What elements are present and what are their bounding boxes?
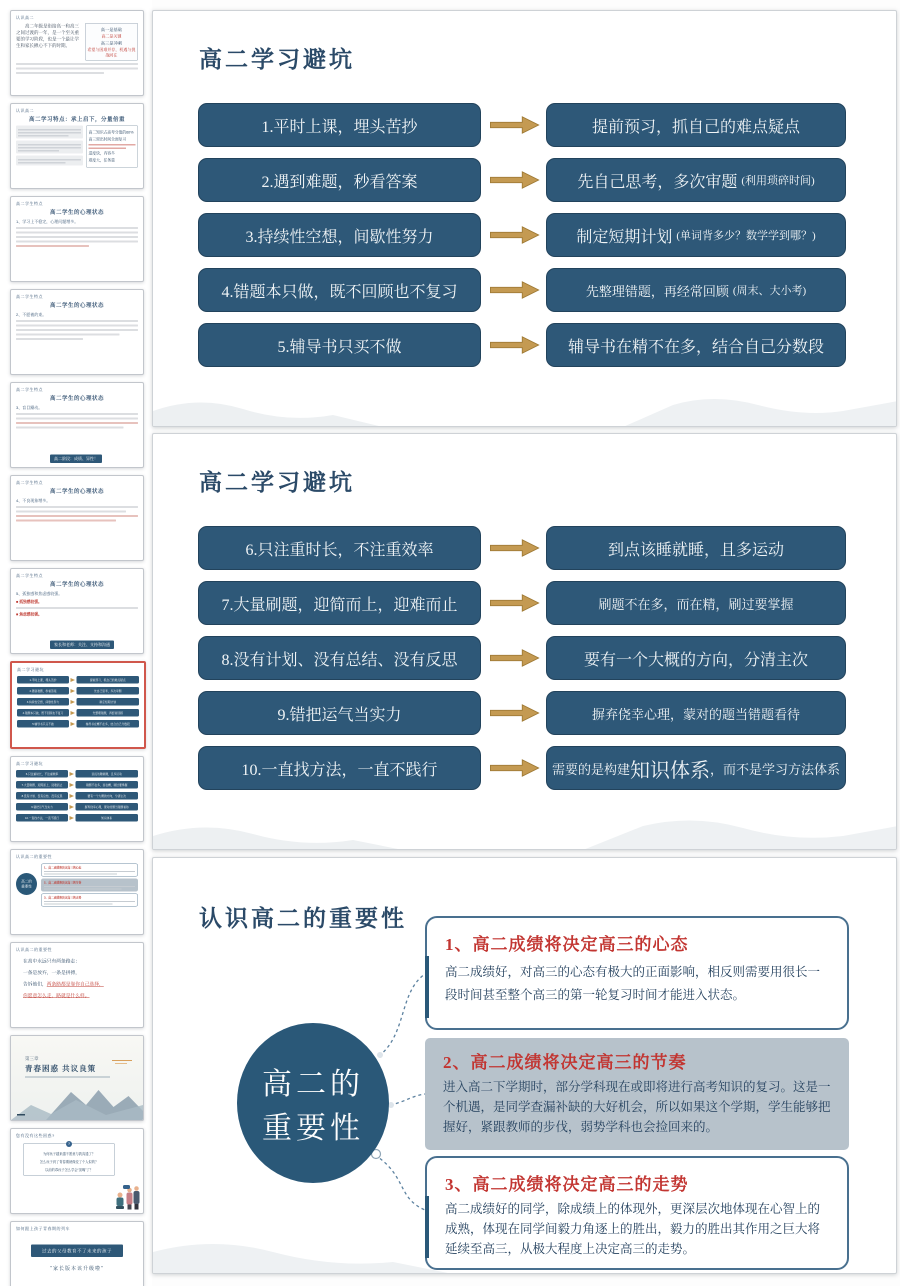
slide-8-canvas[interactable] bbox=[152, 10, 897, 427]
mini-pill: 1.平时上课，埋头苦抄 bbox=[17, 676, 69, 684]
thumb-keypoints-box bbox=[85, 23, 138, 61]
arrow-right-icon bbox=[70, 772, 75, 776]
solution-text: 摒弃侥幸心理，蒙对的题当错题看待 bbox=[591, 706, 800, 722]
thumb-callout: 高二阶段：成绩、异性！ bbox=[50, 455, 102, 464]
problem-pill[interactable] bbox=[198, 636, 481, 680]
solution-text-emphasis: 知识体系 bbox=[630, 759, 710, 782]
question: 怎么孩子到了青春期就像变了个人似的？ bbox=[39, 1160, 99, 1164]
thumb-title: 高二学生的心理状态 bbox=[50, 302, 104, 309]
thumbnail-2[interactable] bbox=[10, 103, 144, 189]
thumbnail-1[interactable] bbox=[10, 10, 144, 96]
mini-pill: 2.遇到难题，秒看答案 bbox=[17, 687, 69, 695]
decorative-line bbox=[115, 1063, 127, 1064]
item-body: 高二成绩好的同学，除成绩上的体现外，更深层次地体现在心智上的成熟，体现在同学间毅力角逐上的胜出，毅力的胜出其作用之巨大将延续至高三，从极大程度上决定高三的走势。 bbox=[445, 1202, 821, 1256]
question: 以前的乖孩子怎么学会“顶嘴”了？ bbox=[45, 1168, 93, 1172]
thumb-title: 高二学生的心理状态 bbox=[50, 581, 104, 588]
arrow-right-icon bbox=[489, 703, 541, 723]
solution-text: ，而不是学习方法体系 bbox=[710, 761, 841, 777]
thumbnail-6[interactable] bbox=[10, 475, 144, 561]
chapter-subtitle-placeholder bbox=[25, 1076, 110, 1078]
mini-topic-circle: 高二的 重要性 bbox=[16, 873, 37, 895]
thumb-keypoints-box bbox=[86, 126, 138, 168]
thumb-header: 高二学生特点 bbox=[16, 294, 43, 299]
keypoint: 高二是关键 bbox=[101, 34, 122, 39]
arrow-right-icon bbox=[70, 805, 75, 809]
problem-pill[interactable] bbox=[198, 581, 481, 625]
people-illustration bbox=[113, 1182, 140, 1210]
keypoint: 高一是基础 bbox=[100, 27, 123, 32]
keypoint: 进度快，内容多 bbox=[88, 151, 115, 156]
accent-bar bbox=[425, 1196, 429, 1258]
thumb-title: 高二学习特点：承上启下，分量倍重 bbox=[29, 116, 125, 123]
thumb-header: 认识高二 bbox=[16, 108, 34, 113]
solution-pill[interactable] bbox=[546, 636, 846, 680]
mini-pill: 5.辅导书只买不做 bbox=[17, 720, 69, 728]
thumb-subtitle: 5、孤独感和焦虑感较强。 bbox=[16, 591, 63, 596]
topic-circle[interactable] bbox=[237, 1023, 389, 1183]
thumb-subtitle: 4、不良现象增多。 bbox=[16, 498, 51, 503]
problem-text: 7.大量刷题，迎简而上，迎难而止 bbox=[221, 596, 458, 614]
thumb-subtitle: 1、学习上不稳定，心理问题增多。 bbox=[16, 219, 79, 224]
mini-pill: 提前预习，抓自己的难点疑点 bbox=[77, 676, 140, 684]
mapping-row bbox=[153, 268, 897, 312]
slide-10-canvas[interactable] bbox=[152, 857, 897, 1274]
problem-pill[interactable] bbox=[198, 526, 481, 570]
mini-pill: 辅导书在精不在多，结合自己分数段 bbox=[77, 720, 140, 728]
keypoint: 高三是冲刺 bbox=[100, 40, 123, 46]
arrow-right-icon bbox=[71, 722, 76, 726]
statement-box: 过去的父母教育不了未来的孩子 bbox=[31, 1245, 123, 1258]
mini-pill: 8.没有计划、没有总结、没有反思 bbox=[16, 792, 68, 800]
chapter-title: 青春困惑 共议良策 bbox=[25, 1064, 97, 1073]
mini-pill: 先自己思考，多次审题 bbox=[77, 687, 140, 695]
mini-pill: 10.一直找方法，一直不践行 bbox=[16, 814, 68, 822]
problem-text: 3.持续性空想，间歇性努力 bbox=[245, 228, 434, 246]
decorative-line bbox=[112, 1060, 132, 1061]
mapping-row bbox=[153, 103, 897, 147]
importance-item-3[interactable] bbox=[425, 1156, 849, 1270]
mini-pill: 3.持续性空想，间歇性努力 bbox=[17, 698, 69, 706]
arrow-right-icon bbox=[489, 538, 541, 558]
keypoint: 希望与困难并存，机遇与挑战同在 bbox=[87, 47, 136, 58]
thumb-header: 高二学习避坑 bbox=[16, 761, 43, 766]
text-placeholder-lines bbox=[16, 63, 138, 74]
thumbnail-8-selected[interactable] bbox=[10, 661, 146, 749]
arrow-right-icon bbox=[70, 816, 75, 820]
solution-text: 辅导书在精不在多，结合自己分数段 bbox=[567, 338, 824, 356]
thumb-header: 高二学生特点 bbox=[16, 480, 43, 485]
thumb-header: 高二学生特点 bbox=[16, 387, 43, 392]
thumbnail-14[interactable] bbox=[10, 1221, 144, 1286]
problem-pill[interactable] bbox=[198, 268, 481, 312]
mountain-watermark bbox=[153, 794, 897, 850]
question: 为何孩子越来越不愿意与我沟通了？ bbox=[43, 1152, 95, 1156]
mini-pill: 知识体系 bbox=[76, 814, 139, 822]
accent-bar bbox=[425, 956, 429, 1018]
thumb-line: 告诉他们，两条路都是靠你自己选择， bbox=[23, 981, 104, 987]
thumb-header: 认识高二的重要性 bbox=[16, 854, 52, 859]
thumbnail-13[interactable] bbox=[10, 1128, 144, 1214]
problem-text: 2.遇到难题，秒看答案 bbox=[261, 173, 418, 191]
importance-item-2[interactable] bbox=[425, 1038, 849, 1150]
item-body: 高二成绩好，对高三的心态有极大的正面影响，相反则需要用很长一段时间甚至整个高三的第一轮复习时间才能进入状态。 bbox=[445, 965, 821, 1003]
solution-text: 先自己思考，多次审题 bbox=[577, 173, 738, 191]
thumbnail-5[interactable] bbox=[10, 382, 144, 468]
item-body: 进入高二下学期时，部分学科现在或即将进行高考知识的复习。这是一个机遇，是同学查漏补缺的大好机会，所以如果这个学期，学生能够把握好，紧跟教师的步伐，弱势学科也会捡回来的。 bbox=[443, 1080, 831, 1134]
thumb-header: 如何跟上孩子青春期的列车 bbox=[16, 1226, 70, 1231]
thumb-subtitle: 3、盲目躁动。 bbox=[16, 405, 43, 410]
solution-pill[interactable] bbox=[546, 691, 846, 735]
thumb-line: 在高中永远只有两条路走： bbox=[23, 958, 81, 964]
mini-pill: 6.只注重时长，不注重效率 bbox=[16, 770, 68, 778]
solution-note: (利用琐碎时间) bbox=[741, 175, 815, 187]
mini-pill: 7.大量刷题，迎简而上，迎难而止 bbox=[16, 781, 68, 789]
mini-pill: 摒弃侥幸心理，蒙对的题当错题看待 bbox=[76, 803, 139, 811]
slide-title: 高二学习避坑 bbox=[199, 470, 355, 495]
solution-text: 提前预习，抓自己的难点疑点 bbox=[591, 118, 800, 136]
solution-pill[interactable] bbox=[546, 103, 846, 147]
arrow-right-icon bbox=[489, 280, 541, 300]
arrow-right-icon bbox=[71, 700, 76, 704]
arrow-right-icon bbox=[489, 225, 541, 245]
arrow-right-icon bbox=[489, 758, 541, 778]
solution-pill[interactable] bbox=[546, 746, 846, 790]
keypoint: 难度大，任务重 bbox=[88, 158, 115, 163]
text-placeholder-lines bbox=[16, 506, 138, 522]
chapter-number: 第三章 bbox=[25, 1056, 39, 1061]
arrow-right-icon bbox=[71, 711, 76, 715]
thumb-callout: 家长和老师：关注、支持和沟通 bbox=[50, 641, 114, 650]
text-placeholder-boxes bbox=[16, 126, 83, 168]
keypoint: 高二知识占高考分值的60% bbox=[88, 130, 134, 135]
mountain-artwork bbox=[11, 1085, 143, 1120]
problem-pill[interactable] bbox=[198, 746, 481, 790]
problem-pill[interactable] bbox=[198, 323, 481, 367]
thumbnail-3[interactable] bbox=[10, 196, 144, 282]
topic-circle-text: 重要性 bbox=[262, 1112, 364, 1145]
thumb-bullet: ■ 孤独感较强。 bbox=[16, 599, 42, 604]
slide-thumbnail-panel bbox=[0, 0, 152, 1286]
thumb-header: 高二学生特点 bbox=[16, 201, 43, 206]
problem-text: 9.错把运气当实力 bbox=[277, 706, 402, 724]
problem-text: 1.平时上课，埋头苦抄 bbox=[261, 118, 418, 136]
mini-pill: 先整理错题，再经常回顾 bbox=[77, 709, 140, 717]
mapping-row bbox=[153, 691, 897, 735]
mini-pill: 刷题不在多，而在精，刷过要掌握 bbox=[76, 781, 139, 789]
mountain-watermark bbox=[153, 371, 897, 427]
mapping-row bbox=[153, 636, 897, 680]
arrow-right-icon bbox=[70, 794, 75, 798]
mini-pill: 9.错把运气当实力 bbox=[16, 803, 68, 811]
item-heading: 2、高二成绩将决定高三的节奏 bbox=[443, 1053, 687, 1072]
keypoint: 高三留出时间全面复习 bbox=[88, 137, 127, 142]
arrow-right-icon bbox=[489, 335, 541, 355]
item-heading: 1、高二成绩将决定高三的心态 bbox=[445, 935, 689, 954]
problem-pill[interactable] bbox=[198, 691, 481, 735]
slide-9-canvas[interactable] bbox=[152, 433, 897, 850]
problem-text: 8.没有计划、没有总结、没有反思 bbox=[221, 651, 458, 669]
problem-text: 5.辅导书只买不做 bbox=[277, 338, 402, 356]
topic-circle-text: 高二的 bbox=[262, 1068, 364, 1101]
text-placeholder-lines bbox=[16, 607, 138, 609]
thumb-header: 您有没有这些困惑? bbox=[16, 1133, 55, 1138]
thumbnail-4[interactable] bbox=[10, 289, 144, 375]
mapping-row bbox=[153, 323, 897, 367]
thumbnail-7[interactable] bbox=[10, 568, 144, 654]
mini-pill: 要有一个大概的方向，分清主次 bbox=[76, 792, 139, 800]
thumb-line: 一条是放弃，一条是拼搏， bbox=[23, 970, 81, 976]
mini-item: 2、高二成绩将决定高三的节奏 bbox=[41, 879, 138, 892]
mapping-row bbox=[153, 158, 897, 202]
mapping-row bbox=[153, 213, 897, 257]
arrow-right-icon bbox=[71, 678, 76, 682]
solution-pill[interactable] bbox=[546, 581, 846, 625]
solution-text: 需要的是构建 bbox=[551, 761, 630, 777]
solution-note: (周末、大小考) bbox=[732, 285, 807, 297]
thumb-header: 高二学生特点 bbox=[16, 573, 43, 578]
slide-preview-area bbox=[152, 0, 900, 1274]
mini-pill: 制定短期计划 bbox=[77, 698, 140, 706]
thumb-title: 高二学生的心理状态 bbox=[50, 395, 104, 402]
quote-text: “家长版本该升级啦” bbox=[50, 1266, 104, 1272]
mapping-row bbox=[153, 746, 897, 790]
text-placeholder-lines bbox=[16, 227, 138, 247]
item-heading: 3、高二成绩将决定高三的走势 bbox=[445, 1175, 689, 1194]
solution-text: 先整理错题，再经常回顾 bbox=[585, 283, 729, 299]
text-placeholder-lines bbox=[16, 320, 138, 340]
thumbnail-9[interactable] bbox=[10, 756, 144, 842]
solution-text: 到点该睡就睡，且多运动 bbox=[607, 541, 784, 559]
text-placeholder-lines bbox=[16, 413, 138, 429]
thumb-subtitle: 2、不愿被约束。 bbox=[16, 312, 47, 317]
solution-pill[interactable] bbox=[546, 268, 846, 312]
arrow-right-icon bbox=[71, 689, 76, 693]
problem-text: 4.错题本只做，既不回顾也不复习 bbox=[221, 283, 458, 301]
arrow-right-icon bbox=[489, 648, 541, 668]
thumb-header: 高二学习避坑 bbox=[17, 667, 44, 672]
arrow-right-icon bbox=[489, 170, 541, 190]
thumb-paragraph: 高二年级是衔接高一和高三之间过渡的一年，是一个至关重要的学习阶段，也是一个最让学生和家长揪心不下的时期。 bbox=[16, 23, 80, 49]
thumbnail-12[interactable] bbox=[10, 1035, 144, 1121]
solution-pill[interactable] bbox=[546, 526, 846, 570]
problem-pill[interactable] bbox=[198, 103, 481, 147]
solution-text: 刷题不在多，而在精，刷过要掌握 bbox=[598, 596, 794, 612]
solution-note: (单词背多少？数学学到哪？) bbox=[676, 230, 816, 242]
solution-text: 制定短期计划 bbox=[576, 228, 673, 246]
slide-title: 认识高二的重要性 bbox=[199, 906, 407, 931]
solution-pill[interactable] bbox=[546, 213, 846, 257]
importance-item-1[interactable] bbox=[425, 916, 849, 1030]
mini-item: 3、高二成绩将决定高三的走势 bbox=[41, 894, 138, 907]
thumbnail-11[interactable] bbox=[10, 942, 144, 1028]
solution-pill[interactable] bbox=[546, 323, 846, 367]
problem-pill[interactable] bbox=[198, 213, 481, 257]
problem-pill[interactable] bbox=[198, 158, 481, 202]
arrow-right-icon bbox=[489, 115, 541, 135]
problem-text: 6.只注重时长，不注重效率 bbox=[245, 541, 434, 559]
arrow-right-icon bbox=[489, 593, 541, 613]
slide-title: 高二学习避坑 bbox=[199, 47, 355, 72]
thumb-title: 高二学生的心理状态 bbox=[50, 488, 104, 495]
thumb-title: 高二学生的心理状态 bbox=[50, 209, 104, 216]
solution-text: 要有一个大概的方向，分清主次 bbox=[583, 651, 808, 669]
mapping-row bbox=[153, 526, 897, 570]
arrow-right-icon bbox=[70, 783, 75, 787]
thumb-header: 认识高二 bbox=[16, 15, 34, 20]
mini-item: 1、高二成绩将决定高三的心态 bbox=[41, 864, 138, 877]
thumbnail-10[interactable] bbox=[10, 849, 144, 935]
mapping-row bbox=[153, 581, 897, 625]
problem-text: 10.一直找方法，一直不践行 bbox=[241, 761, 438, 779]
solution-pill[interactable] bbox=[546, 158, 846, 202]
thumb-bullet: ■ 焦虑感较强。 bbox=[16, 612, 42, 617]
questions-box bbox=[23, 1141, 115, 1176]
thumb-header: 认识高二的重要性 bbox=[16, 947, 52, 952]
question-icon: ? bbox=[67, 1141, 71, 1146]
mini-pill: 4.错题本只做，既不回顾也不复习 bbox=[17, 709, 69, 717]
thumb-line: 你愿意怎么走，路就是什么样。 bbox=[23, 993, 90, 999]
mini-pill: 到点该睡就睡，且多运动 bbox=[76, 770, 139, 778]
